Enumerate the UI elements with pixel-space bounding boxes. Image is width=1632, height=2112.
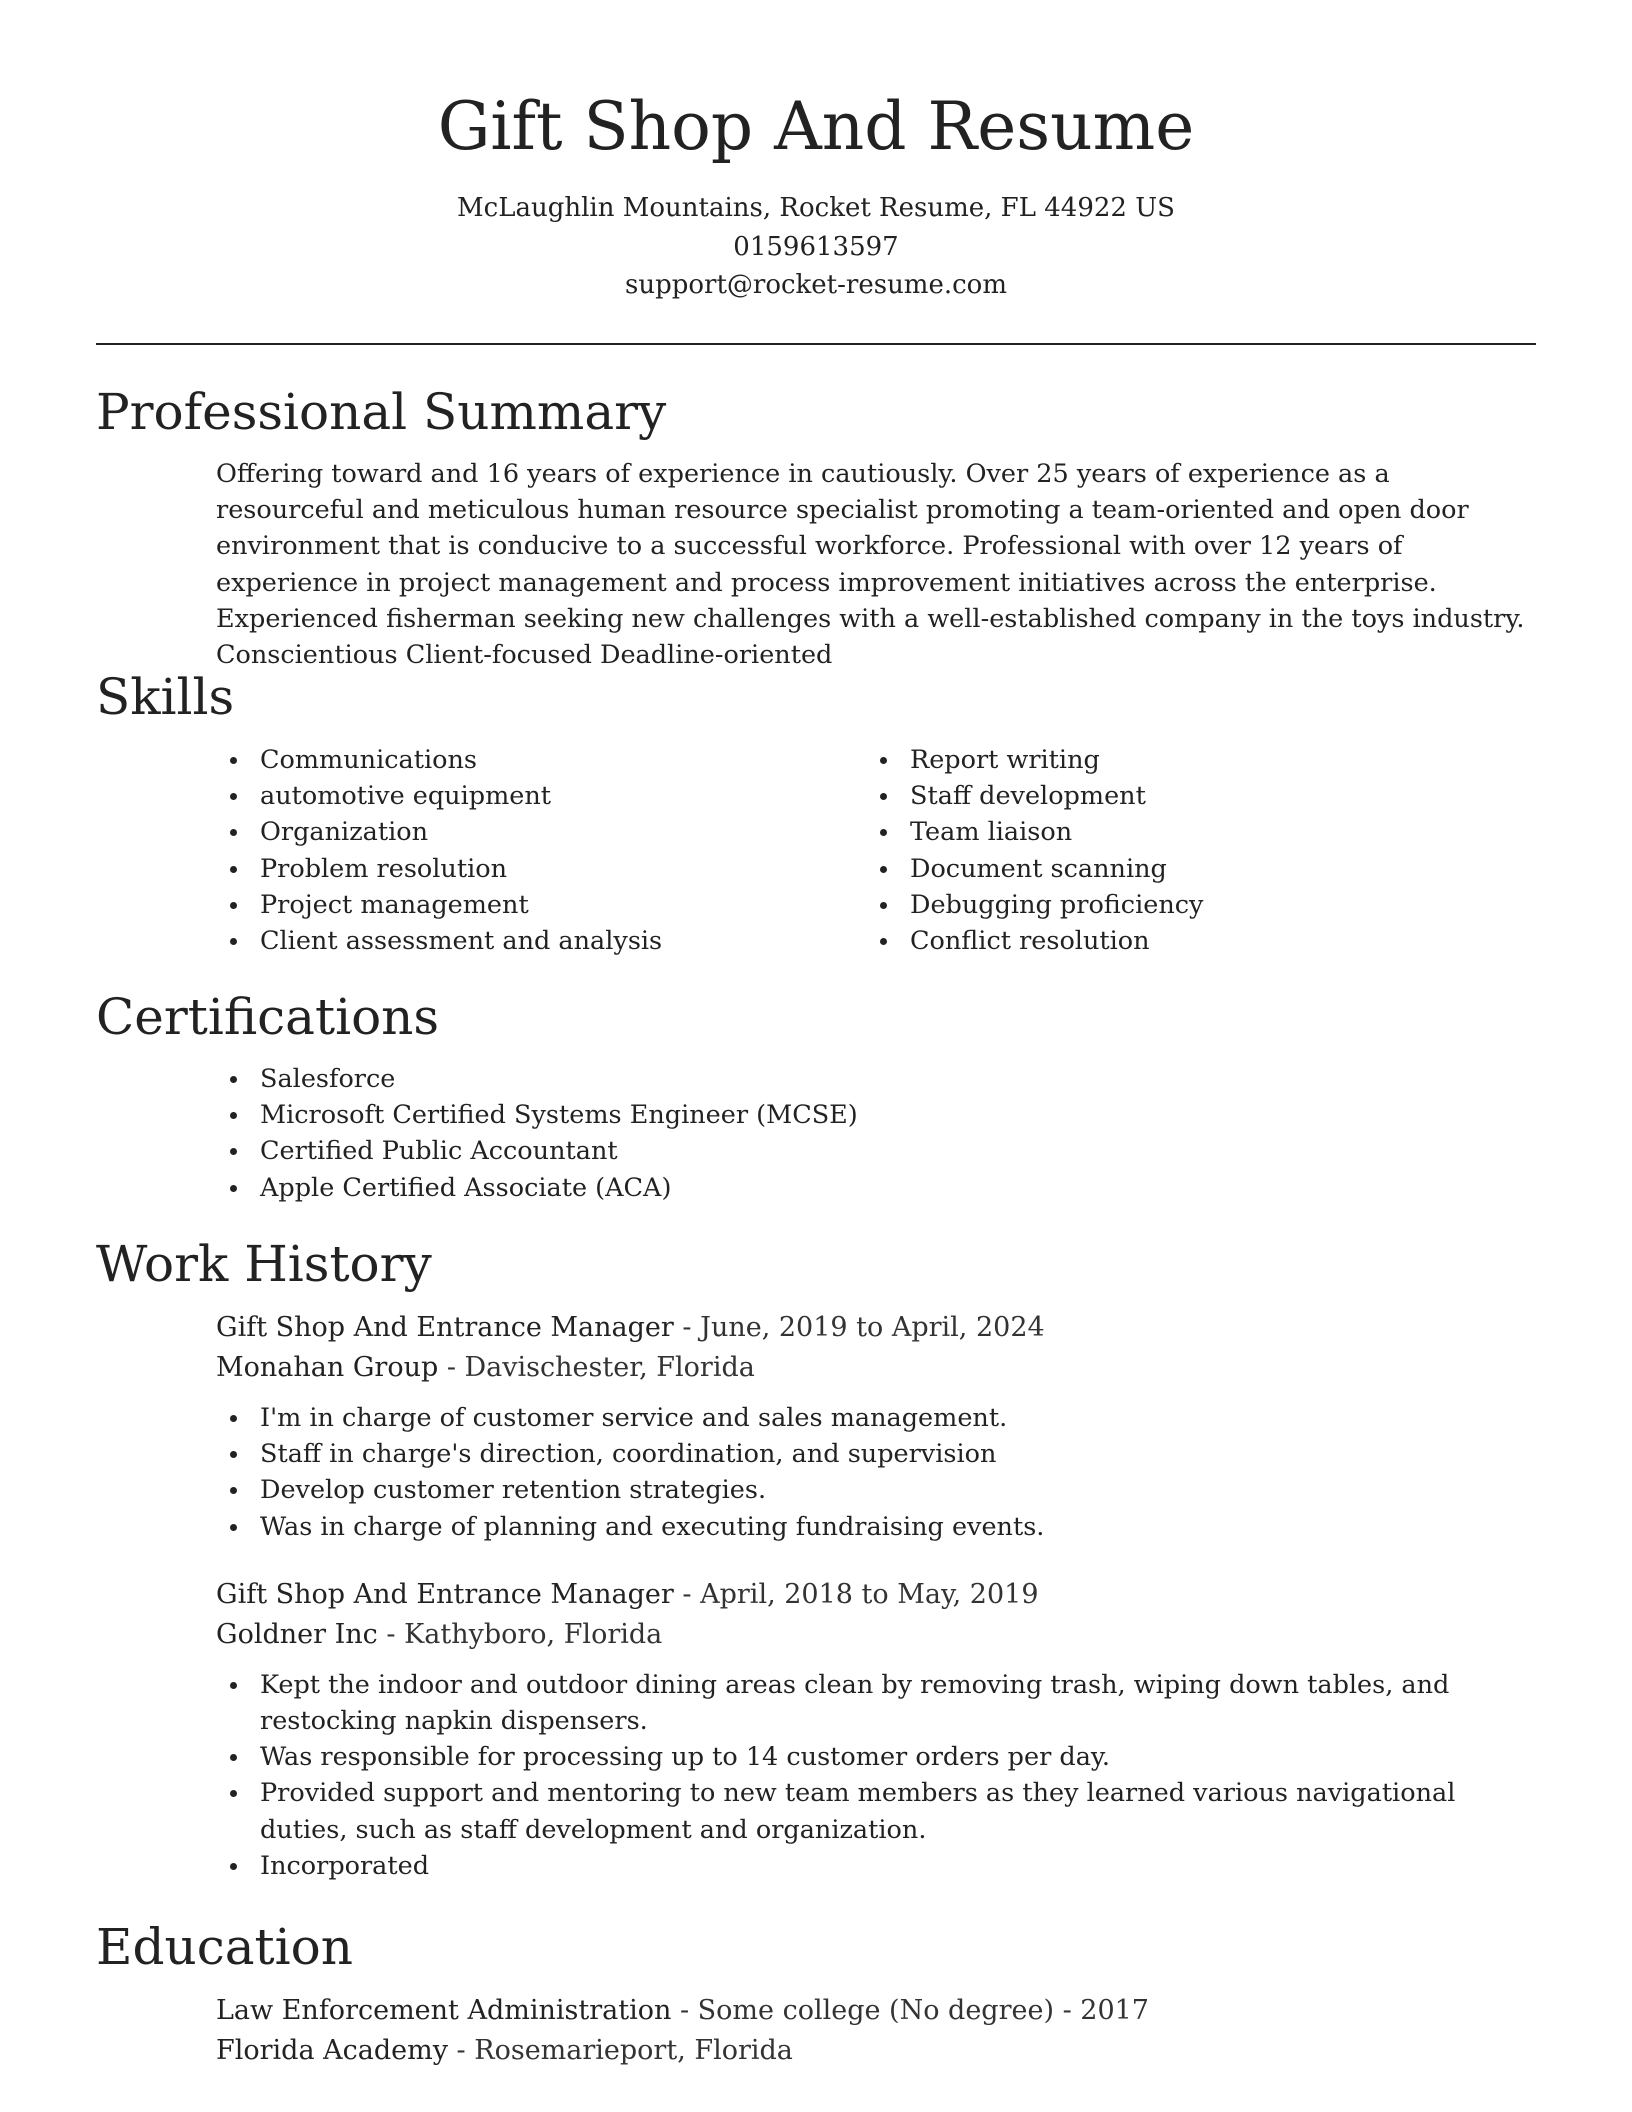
- job-bullet: Develop customer retention strategies.: [216, 1472, 1536, 1508]
- skills-list-right: [866, 742, 1516, 959]
- email: support@rocket-resume.com: [624, 270, 1007, 300]
- education-entry: [216, 1991, 1536, 2071]
- resume-header: [96, 0, 1536, 345]
- work-history-heading: Work History: [96, 1235, 432, 1293]
- skill-item: Client assessment and analysis: [216, 923, 866, 959]
- job-title: Gift Shop And Entrance Manager: [216, 1312, 674, 1343]
- candidate-name: Gift Shop And Resume: [437, 88, 1195, 165]
- summary-heading: Professional Summary: [96, 383, 667, 441]
- job-company: Goldner Inc: [216, 1618, 378, 1650]
- job-company-line: [216, 1348, 1536, 1388]
- skill-item: Debugging proficiency: [866, 887, 1516, 923]
- job-dates: - June, 2019 to April, 2024: [673, 1312, 1045, 1343]
- summary-text: Offering toward and 16 years of experience in cautiously. Over 25 years of experience as a resourceful and meticulous human resource specialist promoting a team-oriented and open door environment that is conducive to a successful workforce. Professional with over 12 years of experience in project management and process improvement initiatives across the enterprise. Experienced fisherman seeking new challenges with a well-established company in the toys industry. Conscientious Client-focused Deadline-oriented: [216, 459, 1525, 671]
- job-bullet: Provided support and mentoring to new team members as they learned various navigational duties, such as staff development and organization.: [216, 1775, 1536, 1847]
- job-title: Gift Shop And Entrance Manager: [216, 1578, 674, 1610]
- job-entry: [216, 1308, 1536, 1545]
- skill-item: Conflict resolution: [866, 923, 1516, 959]
- job-title-line: [216, 1575, 1536, 1615]
- certifications-section: [96, 985, 1536, 1206]
- job-bullet: Was responsible for processing up to 14 customer orders per day.: [216, 1739, 1536, 1775]
- contact-info: [96, 189, 1536, 305]
- education-degree: Law Enforcement Administration: [216, 1995, 672, 2026]
- job-dates: - April, 2018 to May, 2019: [673, 1578, 1039, 1610]
- education-heading: Education: [96, 1918, 353, 1976]
- skill-item: Report writing: [866, 742, 1516, 778]
- skills-section: [96, 665, 1536, 959]
- job-title-line: [216, 1308, 1536, 1348]
- job-entry: [216, 1575, 1536, 1884]
- education-school: Florida Academy: [216, 2035, 448, 2066]
- resume-page: [96, 0, 1536, 2066]
- job-bullet: I'm in charge of customer service and sales management.: [216, 1400, 1536, 1436]
- job-bullet: Incorporated: [216, 1848, 1536, 1884]
- skills-list-left: [216, 742, 866, 959]
- job-company-line: [216, 1615, 1536, 1655]
- job-location: - Kathyboro, Florida: [377, 1618, 663, 1650]
- skill-item: Document scanning: [866, 851, 1516, 887]
- skill-item: Staff development: [866, 778, 1516, 814]
- skills-columns: [216, 742, 1536, 959]
- certifications-heading: Certifications: [96, 988, 440, 1046]
- skill-item: Communications: [216, 742, 866, 778]
- education-level: - Some college (No degree) - 2017: [671, 1995, 1149, 2026]
- work-history-section: [96, 1232, 1536, 1884]
- summary-section: [96, 380, 1536, 673]
- job-location: - Davischester, Florida: [438, 1352, 755, 1383]
- job-company: Monahan Group: [216, 1352, 439, 1383]
- skill-item: automotive equipment: [216, 778, 866, 814]
- certification-item: Certified Public Accountant: [216, 1133, 1536, 1169]
- job-bullets: [216, 1667, 1536, 1884]
- certifications-list: [216, 1061, 1536, 1206]
- certification-item: Salesforce: [216, 1061, 1536, 1097]
- phone: 0159613597: [733, 231, 899, 262]
- header-divider: [96, 343, 1536, 345]
- job-bullet: Was in charge of planning and executing fundraising events.: [216, 1509, 1536, 1545]
- certification-item: Microsoft Certified Systems Engineer (MCSE): [216, 1097, 1536, 1133]
- education-section: [96, 1915, 1536, 2071]
- skill-item: Project management: [216, 887, 866, 923]
- job-bullet: Staff in charge's direction, coordination, and supervision: [216, 1436, 1536, 1472]
- skill-item: Problem resolution: [216, 851, 866, 887]
- skill-item: Organization: [216, 814, 866, 850]
- job-bullets: [96, 1400, 1536, 1545]
- address: McLaughlin Mountains, Rocket Resume, FL 44922 US: [457, 193, 1175, 223]
- certification-item: Apple Certified Associate (ACA): [216, 1170, 1536, 1206]
- education-location: - Rosemarieport, Florida: [447, 2035, 793, 2066]
- skill-item: Team liaison: [866, 814, 1516, 850]
- job-bullet: Kept the indoor and outdoor dining areas clean by removing trash, wiping down tables, and restocking napkin dispensers.: [216, 1667, 1536, 1739]
- education-school-line: [216, 2031, 1536, 2071]
- skills-heading: Skills: [96, 668, 235, 726]
- education-degree-line: [216, 1991, 1536, 2031]
